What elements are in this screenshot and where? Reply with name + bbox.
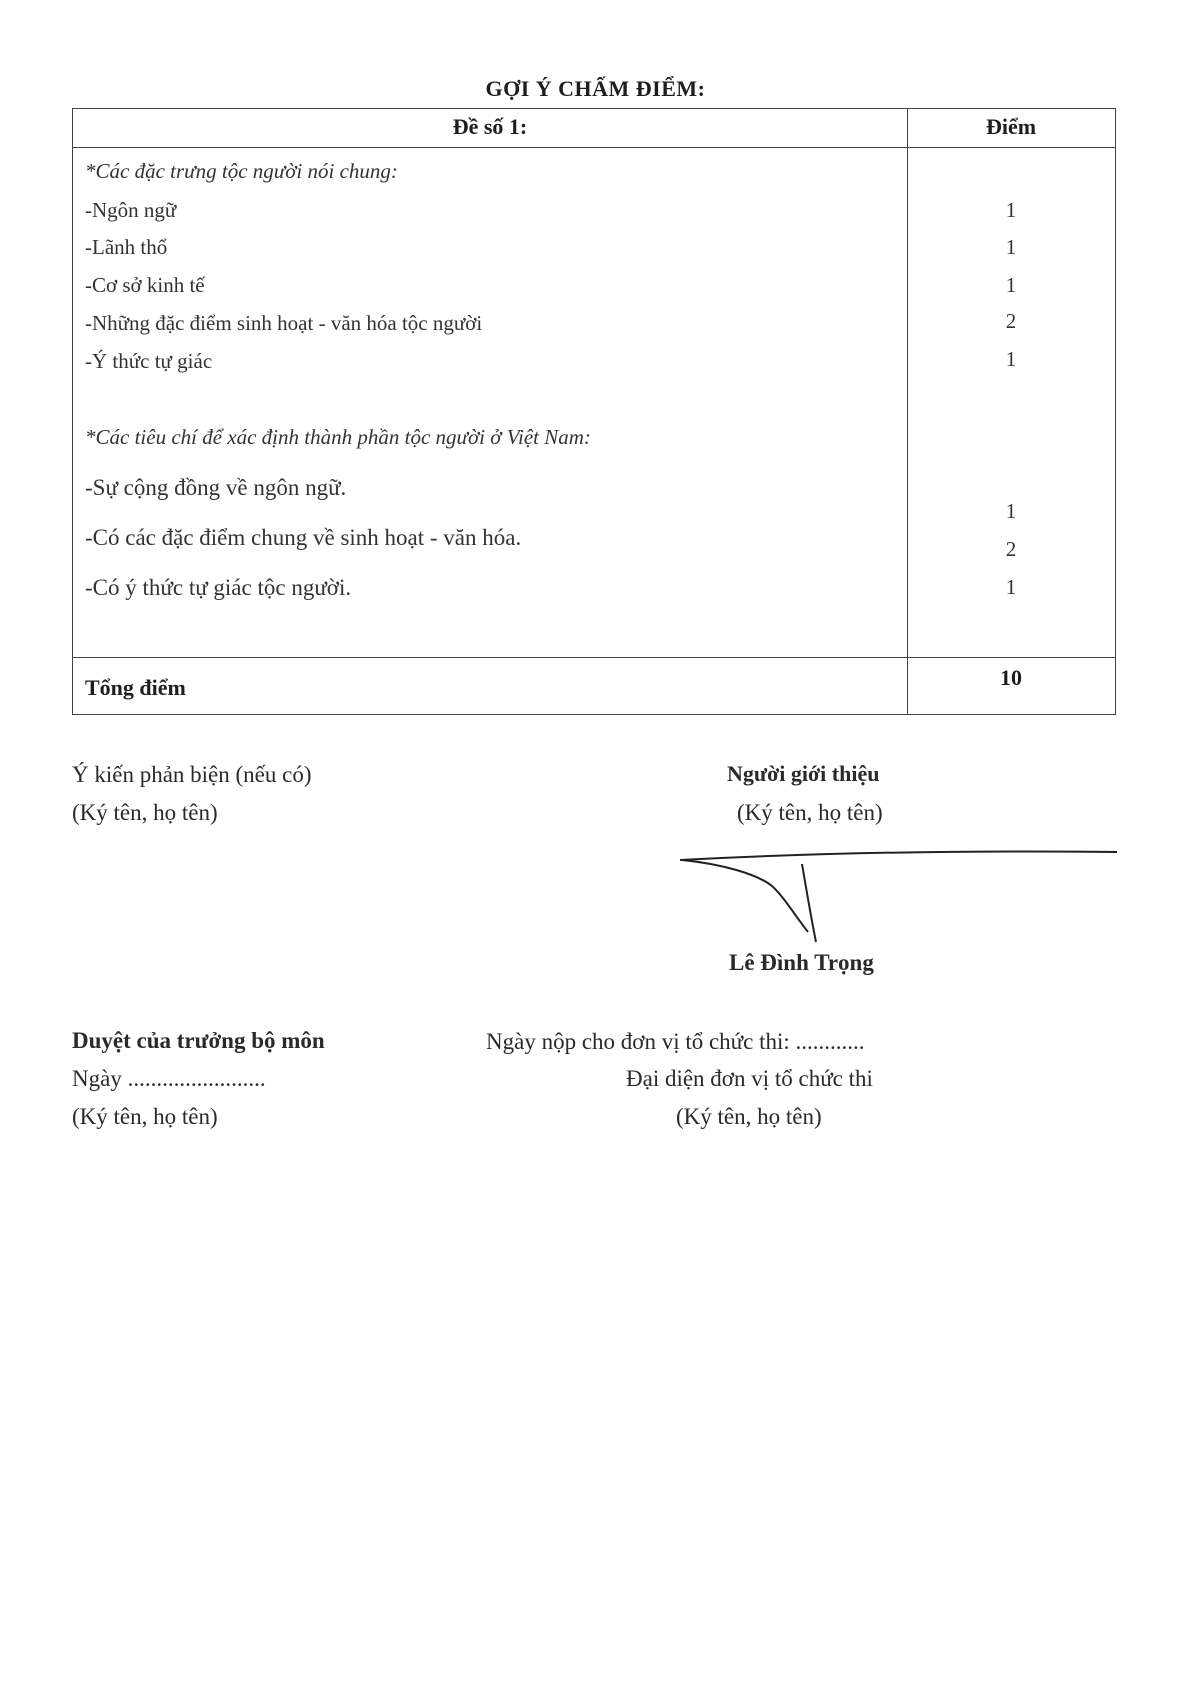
exam-unit-sign-note: (Ký tên, họ tên) bbox=[676, 1104, 822, 1129]
review-sign-note: (Ký tên, họ tên) bbox=[72, 800, 218, 825]
criterion-row-text: -Ngôn ngữ bbox=[85, 198, 177, 222]
introducer-name: Lê Đình Trọng bbox=[729, 950, 874, 975]
criterion-row-text: -Những đặc điểm sinh hoạt - văn hóa tộc người bbox=[85, 311, 483, 335]
table-header-score: Điểm bbox=[985, 114, 1037, 139]
criterion-row-score: 1 bbox=[1005, 273, 1017, 297]
criterion-row-text: -Ý thức tự giác bbox=[85, 349, 213, 373]
criterion-row-score: 1 bbox=[1005, 347, 1017, 371]
introducer-title: Người giới thiệu bbox=[727, 761, 880, 786]
criterion-row-text: -Sự cộng đồng về ngôn ngữ. bbox=[85, 475, 347, 500]
criterion-row-text: -Có ý thức tự giác tộc người. bbox=[85, 575, 352, 600]
signature-image bbox=[672, 842, 1122, 952]
table-header-exam: Đề số 1: bbox=[452, 114, 528, 139]
review-opinion-label: Ý kiến phản biện (nếu có) bbox=[72, 762, 312, 787]
section-heading-characteristics: *Các đặc trưng tộc người nói chung: bbox=[85, 159, 398, 183]
section-heading-criteria: *Các tiêu chí để xác định thành phần tộc người ở Việt Nam: bbox=[85, 425, 591, 449]
criterion-row-score: 2 bbox=[1005, 309, 1017, 333]
table-footer-divider bbox=[73, 657, 1115, 658]
exam-unit-representative: Đại diện đơn vị tổ chức thi bbox=[626, 1066, 873, 1091]
criterion-row-score: 1 bbox=[1005, 235, 1017, 259]
page-title: GỢI Ý CHẤM ĐIỂM: bbox=[485, 76, 706, 101]
criterion-row-score: 1 bbox=[1005, 499, 1017, 523]
criterion-row-text: -Cơ sở kinh tế bbox=[85, 273, 205, 297]
criterion-row-score: 1 bbox=[1005, 575, 1017, 599]
total-score-label: Tổng điểm bbox=[85, 675, 186, 700]
criterion-row-text: -Có các đặc điểm chung về sinh hoạt - văn hóa. bbox=[85, 525, 522, 550]
approval-title: Duyệt của trưởng bộ môn bbox=[72, 1028, 325, 1053]
criterion-row-text: -Lãnh thổ bbox=[85, 235, 168, 259]
introducer-sign-note: (Ký tên, họ tên) bbox=[737, 800, 883, 825]
criterion-row-score: 2 bbox=[1005, 537, 1017, 561]
criterion-row-score: 1 bbox=[1005, 198, 1017, 222]
table-header-divider bbox=[73, 147, 1115, 148]
grading-table bbox=[72, 108, 1116, 715]
approval-sign-note: (Ký tên, họ tên) bbox=[72, 1104, 218, 1129]
submission-date: Ngày nộp cho đơn vị tổ chức thi: ............ bbox=[486, 1029, 865, 1054]
approval-date: Ngày ........................ bbox=[72, 1066, 266, 1091]
total-score-value: 10 bbox=[1000, 665, 1022, 690]
